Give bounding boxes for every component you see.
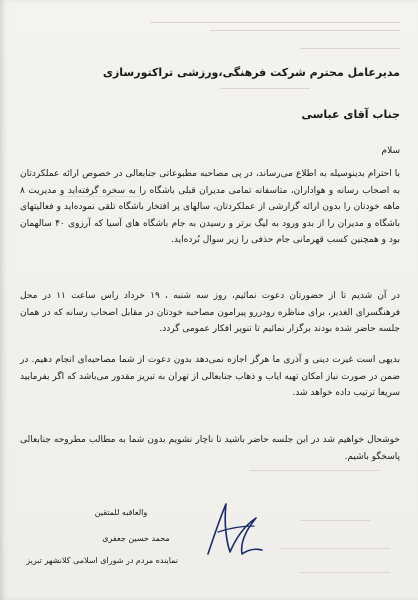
- letter-paragraph: در آن شدیم تا از حضورتان دعوت نمائیم، روز سه شنبه ، ۱۹ خرداد راس ساعت ۱۱ در محل فرهنگسرای الغدیر، برای مناظره رودررو پیرامون مصاحبه خودتان در مقابل اصحاب رسانه که در همان جلسه حاضر شده بودند برگزار نمائیم تا تنویر افکار عمومی گردد.: [20, 291, 400, 334]
- letter-closing: والعاقبه للمتقین: [94, 508, 148, 517]
- letter-addressee: جناب آقای عباسی: [301, 108, 400, 121]
- signature-mark: [196, 496, 266, 566]
- letter-heading: مدیرعامل محترم شرکت فرهنگی،ورزشی تراکتورسازی: [102, 66, 400, 79]
- letter-paragraph: بدیهی است غیرت دینی و آذری ما هرگز اجازه نمی‌دهد بدون دعوت از شما مصاحبه‌ای انجام دهیم. در ضمن در صورت نیاز امکان تهیه ایاب و ذهاب جنابعالی از تهران به تبریز مقدور می‌باشد که اگر بفرمایید سریعا ترتیب داده خواهد شد.: [20, 355, 400, 398]
- signer-name: محمد حسین جعفری: [102, 534, 170, 543]
- letter-paragraph: با احترام بدینوسیله به اطلاع می‌رساند، در پی مصاحبه مطبوعاتی جنابعالی در خصوص ارائه عملکردتان به اصحاب رسانه و هواداران، متاسفانه تمامی مدیران قبلی باشگاه را به سخره گرفته‌اید و مدیریت ۸ ماهه خودتان را بدون ارائه گزارشی از عملکردتان، سالهای پر افتخار باشگاه تلقی نموده‌اید و فعالیتهای باشگاه و مدیران را از بدو ورود به لیگ برتر و رسیدن به جام باشگاه های آسیا که آرزوی ۴۰ سالهمان بود و همچنین کسب قهرمانی جام حذفی را زیر سوال بُرده‌اید.: [20, 169, 401, 245]
- letter-paragraph: خوشحال خواهیم شد در این جلسه حاضر باشید تا ناچار نشویم بدون شما به مطالب مطروحه جنابعالی پاسخگو باشیم.: [20, 435, 400, 462]
- signer-title: نماینده مردم در شورای اسلامی کلانشهر تبریز: [26, 556, 178, 565]
- letter-greeting: سلام: [381, 146, 400, 156]
